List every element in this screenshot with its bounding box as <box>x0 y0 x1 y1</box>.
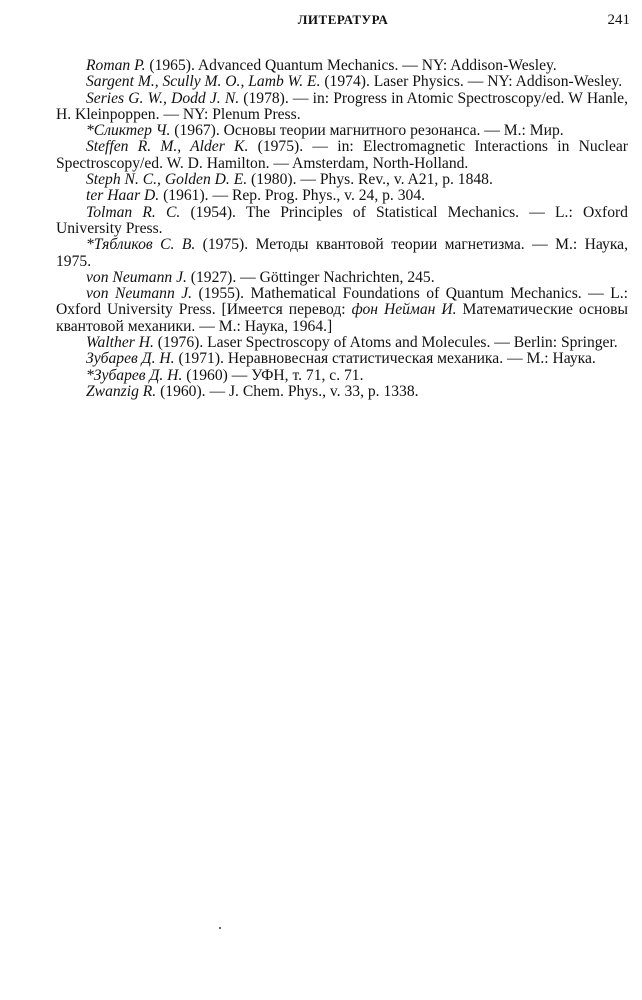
reference-entry <box>56 188 628 204</box>
reference-entry <box>56 270 628 286</box>
reference-entry <box>56 91 628 124</box>
reference-entry <box>56 384 628 400</box>
reference-text: (1961). — Rep. Prog. Phys., v. 24, p. 304. <box>159 187 426 205</box>
reference-author: Steph N. C., Golden D. E. <box>86 171 248 189</box>
reference-author: Zwanzig R. <box>86 382 157 400</box>
reference-text: (1980). — Phys. Rev., v. A21, p. 1848. <box>247 171 493 189</box>
reference-entry <box>56 139 628 172</box>
reference-author: Зубарев Д. Н. <box>86 350 175 368</box>
reference-author: Series G. W., Dodd J. N. <box>86 89 240 107</box>
reference-author: Walther H. <box>86 334 154 352</box>
reference-entry <box>56 351 628 367</box>
translator-author: фон Нейман И. <box>351 301 457 319</box>
reference-author: von Neumann J. <box>86 268 187 286</box>
reference-text: (1967). Основы теории магнитного резонанса. — М.: Мир. <box>170 122 564 140</box>
reference-author: *Зубарев Д. Н. <box>86 366 183 384</box>
reference-entry <box>56 58 628 74</box>
reference-text: (1954). The Principles of Statistical Mechanics. — L.: Oxford University Press. <box>56 203 628 237</box>
reference-author: Roman P. <box>86 57 146 74</box>
reference-author: Tolman R. C. <box>86 203 181 221</box>
reference-text: (1955). Mathematical Foundations of Quantum Mechanics. — L.: Oxford University Press. [Имеется перевод: <box>56 285 628 319</box>
reference-text: (1976). Laser Spectroscopy of Atoms and Molecules. — Berlin: Springer. <box>153 334 618 352</box>
print-speck <box>219 927 221 929</box>
reference-entry <box>56 286 628 335</box>
reference-author: Sargent M., Scully M. O., Lamb W. E. <box>86 73 321 91</box>
page-number: 241 <box>607 12 630 28</box>
running-head: ЛИТЕРАТУРА <box>297 12 389 27</box>
reference-author: Steffen R. M., Alder K. <box>86 138 249 156</box>
reference-entry <box>56 74 628 90</box>
reference-text: (1971). Неравновесная статистическая механика. — М.: Наука. <box>174 350 596 368</box>
reference-text: (1965). Advanced Quantum Mechanics. — NY: Addison-Wesley. <box>145 57 557 74</box>
reference-entry <box>56 172 628 188</box>
reference-author: *Сликтер Ч. <box>86 122 171 140</box>
reference-entry <box>56 205 628 238</box>
reference-entry <box>56 237 628 270</box>
page-header <box>56 12 630 32</box>
reference-author: von Neumann J. <box>86 285 193 303</box>
reference-text: (1975). Методы квантовой теории магнетизма. — М.: Наука, 1975. <box>56 236 628 270</box>
reference-text: (1978). — in: Progress in Atomic Spectroscopy/ed. W Hanle, H. Kleinpoppen. — NY: Plenum Press. <box>56 89 628 123</box>
reference-text: (1975). — in: Electromagnetic Interactions in Nuclear Spectroscopy/ed. W. D. Hamilton. — Amsterdam, North-Holland. <box>56 138 629 172</box>
reference-list <box>56 58 628 400</box>
reference-text: (1960) — УФН, т. 71, с. 71. <box>182 366 364 384</box>
reference-entry <box>56 368 628 384</box>
reference-author: ter Haar D. <box>86 187 160 205</box>
reference-entry <box>56 123 628 139</box>
reference-author: *Тябликов С. В. <box>86 236 196 254</box>
reference-text: (1960). — J. Chem. Phys., v. 33, p. 1338. <box>156 382 419 400</box>
reference-text: (1974). Laser Physics. — NY: Addison-Wesley. <box>320 73 623 91</box>
reference-text: (1927). — Göttinger Nachrichten, 245. <box>186 268 435 286</box>
reference-entry <box>56 335 628 351</box>
translation-text: Математические основы квантовой механики. — М.: Наука, 1964.] <box>56 301 629 335</box>
